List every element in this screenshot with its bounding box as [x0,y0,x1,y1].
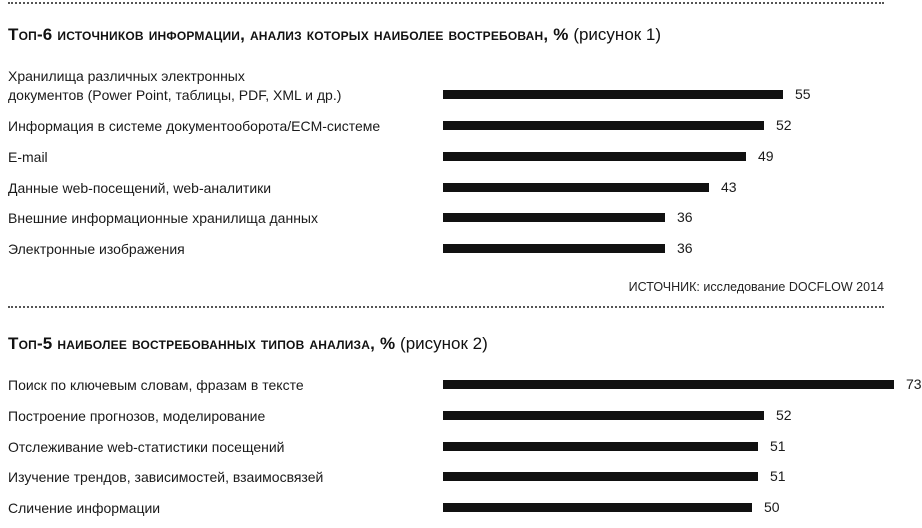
chart2-value-label: 73 [906,376,922,392]
chart2-value-label: 52 [776,407,792,423]
chart1-category-label: Информация в системе документооборота/ECM-системе [8,118,381,134]
chart1-value-label: 36 [677,240,693,256]
chart2-value-label: 50 [764,499,780,515]
chart2-value-label: 51 [770,438,786,454]
chart1-title [8,25,661,45]
chart2-bar [443,380,894,389]
chart2-title [8,334,488,354]
chart2-category-label: Сличение информации [8,500,161,516]
chart1-title-text: Топ-6 источников информации, анализ которых наиболее востребован, % [8,25,569,44]
chart1-bar [443,152,746,161]
chart2-value-label: 51 [770,468,786,484]
chart1-value-label: 55 [795,86,811,102]
chart2-category-label: Поиск по ключевым словам, фразам в тексте [8,377,304,393]
chart1-category-label: Внешние информационные хранилища данных [8,210,318,226]
chart2-category-label: Построение прогнозов, моделирование [8,408,266,424]
top-divider [8,2,884,4]
chart1-category-label: Электронные изображения [8,241,185,257]
chart1-bar [443,244,665,253]
chart1-category-label: Данные web-посещений, web-аналитики [8,180,272,196]
middle-divider [8,306,884,308]
chart2-category-label: Изучение трендов, зависимостей, взаимосвязей [8,469,324,485]
chart2-bar [443,442,758,451]
chart1-bar [443,213,665,222]
chart1-category-label: Хранилища различных электронных [8,68,245,84]
chart1-bar [443,183,709,192]
chart1-value-label: 49 [758,148,774,164]
chart2-bar [443,472,758,481]
chart2-category-label: Отслеживание web-статистики посещений [8,439,285,455]
chart2-bar [443,503,752,512]
chart2-figure-ref: (рисунок 2) [400,334,488,353]
chart2-title-text: Топ-5 наиболее востребованных типов анализа, % [8,334,396,353]
chart1-category-label: E-mail [8,149,48,165]
chart1-bar [443,90,783,99]
source-note: ИСТОЧНИК: исследование DOCFLOW 2014 [628,280,884,294]
chart1-figure-ref: (рисунок 1) [573,25,662,44]
chart2-bar [443,411,764,420]
chart1-value-label: 36 [677,209,693,225]
chart1-value-label: 43 [721,179,737,195]
chart1-value-label: 52 [776,117,792,133]
chart1-bar [443,121,764,130]
chart1-category-label: документов (Power Point, таблицы, PDF, XML и др.) [8,87,342,103]
